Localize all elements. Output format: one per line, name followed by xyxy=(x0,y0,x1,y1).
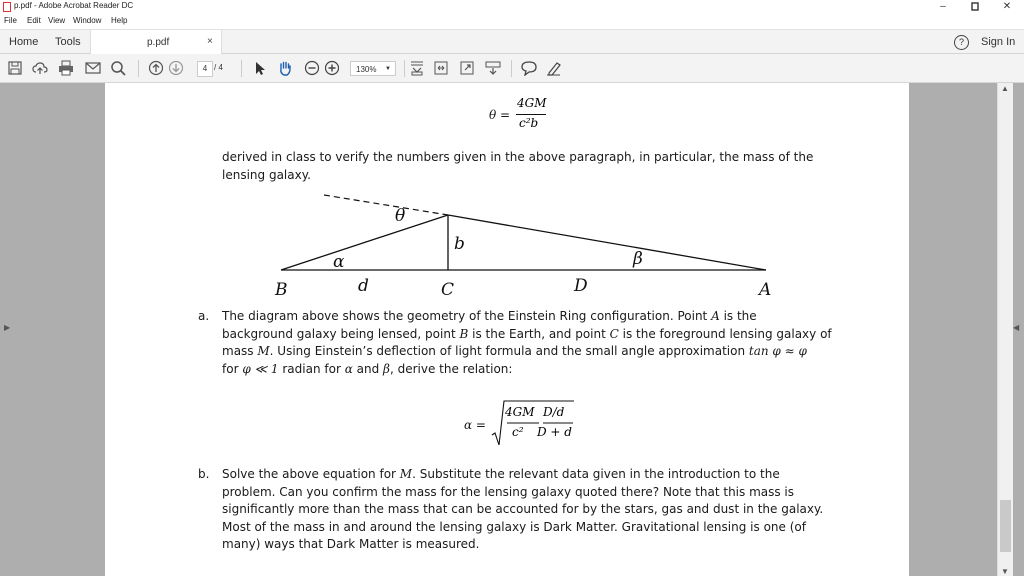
item-b-line-5: many) ways that Dark Matter is measured. xyxy=(222,537,480,551)
item-b-line-4: Most of the mass in and around the lensing galaxy is Dark Matter. Gravitational lensing is one (of xyxy=(222,519,806,534)
item-a-line-4: for φ ≪ 1 radian for α and β, derive the relation: xyxy=(222,361,513,376)
deflection-extension-line xyxy=(324,195,448,215)
acrobat-icon xyxy=(3,2,11,12)
item-b-marker: b. xyxy=(198,467,210,481)
menu-window[interactable]: Window xyxy=(73,16,102,25)
menu-bar xyxy=(0,14,1024,29)
item-a-line-1: The diagram above shows the geometry of the Einstein Ring configuration. Point A is the xyxy=(222,309,757,323)
home-tab[interactable]: Home xyxy=(9,36,39,48)
print-icon[interactable] xyxy=(58,60,74,76)
save-icon[interactable] xyxy=(7,60,23,76)
close-window-button[interactable]: ✕ xyxy=(1002,1,1012,12)
help-icon[interactable]: ? xyxy=(954,35,969,50)
item-a-line-2: background galaxy being lensed, point B is the Earth, and point C is the foreground lensing galaxy of xyxy=(222,326,832,341)
scroll-up-icon[interactable]: ▲ xyxy=(1001,84,1009,93)
select-cursor-icon[interactable] xyxy=(252,60,268,76)
item-b-line-2: problem. Can you confirm the mass for the lensing galaxy quoted there? Note that this mass is xyxy=(222,484,795,499)
previous-page-icon[interactable] xyxy=(148,60,164,76)
label-d: d xyxy=(358,276,369,296)
paragraph-line-1: derived in class to verify the numbers given in the above paragraph, in particular, the mass of the xyxy=(222,150,814,164)
vertical-scrollbar[interactable] xyxy=(997,83,1013,576)
tools-tab[interactable]: Tools xyxy=(55,36,81,48)
label-alpha: α xyxy=(333,252,345,272)
pdf-page xyxy=(105,83,909,576)
alpha-formula-den1: c² xyxy=(512,425,524,439)
label-A: A xyxy=(759,280,772,300)
scroll-down-icon[interactable]: ▼ xyxy=(1001,567,1009,576)
toolbar xyxy=(0,54,1024,83)
item-a-marker: a. xyxy=(198,309,210,323)
right-panel-toggle-icon[interactable]: ◀ xyxy=(1013,323,1020,332)
theta-formula-numerator: 4GM xyxy=(517,96,547,110)
scrollbar-thumb[interactable] xyxy=(1000,500,1011,552)
close-tab-icon[interactable]: × xyxy=(207,36,213,47)
page-fit-icon[interactable] xyxy=(409,60,425,76)
alpha-formula-lhs: α = xyxy=(464,418,486,432)
window-title: p.pdf - Adobe Acrobat Reader DC xyxy=(14,1,134,10)
title-bar xyxy=(0,0,1024,14)
alpha-formula-num1: 4GM xyxy=(505,405,535,419)
menu-help[interactable]: Help xyxy=(111,16,128,25)
menu-view[interactable]: View xyxy=(48,16,66,25)
comment-icon[interactable] xyxy=(521,60,537,76)
label-D: D xyxy=(574,276,588,296)
label-beta: β xyxy=(633,249,643,269)
item-a-line-3: mass M. Using Einstein’s deflection of light formula and the small angle approximation tan φ ≈ φ xyxy=(222,344,807,358)
label-B: B xyxy=(275,280,288,300)
line-deflection-to-A xyxy=(448,215,766,270)
maximize-button[interactable] xyxy=(960,0,990,14)
alpha-formula-den2: D + d xyxy=(537,425,572,439)
page-number-input[interactable]: 4 xyxy=(197,61,213,77)
email-icon[interactable] xyxy=(85,60,101,76)
label-theta: θ xyxy=(395,206,406,226)
item-b-line-3: significantly more than the mass that can be accounted for by the stars, gas and dust in the galaxy. xyxy=(222,502,824,516)
label-C: C xyxy=(441,280,455,300)
label-b: b xyxy=(454,234,465,254)
tab-bar xyxy=(0,29,1024,54)
search-icon[interactable] xyxy=(110,60,126,76)
page-total: / 4 xyxy=(214,63,223,72)
minimize-button[interactable]: – xyxy=(940,1,946,12)
alpha-formula-num2: D/d xyxy=(543,405,565,419)
zoom-level-value: 130% xyxy=(356,65,377,74)
hand-tool-icon[interactable] xyxy=(277,60,293,76)
upload-cloud-icon[interactable] xyxy=(32,60,48,76)
document-viewer xyxy=(0,83,1024,576)
paragraph-line-2: lensing galaxy. xyxy=(222,168,311,182)
full-screen-icon[interactable] xyxy=(459,60,475,76)
line-B-to-deflection xyxy=(281,215,448,270)
fit-width-icon[interactable] xyxy=(433,60,449,76)
zoom-out-icon[interactable] xyxy=(304,60,320,76)
scroll-mode-icon[interactable] xyxy=(485,60,501,76)
next-page-icon[interactable] xyxy=(168,60,184,76)
menu-file[interactable]: File xyxy=(4,16,17,25)
theta-formula-lhs: θ = xyxy=(489,108,511,122)
zoom-in-icon[interactable] xyxy=(324,60,340,76)
document-tab[interactable] xyxy=(90,30,222,54)
item-b-text xyxy=(222,466,902,554)
chevron-down-icon: ▼ xyxy=(385,66,391,72)
item-b-line-1: Solve the above equation for M. Substitute the relevant data given in the introduction to the xyxy=(222,467,780,481)
menu-edit[interactable]: Edit xyxy=(27,16,41,25)
item-a-text xyxy=(222,308,902,378)
zoom-level-select[interactable] xyxy=(350,61,396,76)
left-panel-toggle-icon[interactable]: ▶ xyxy=(4,323,11,332)
highlight-pen-icon[interactable] xyxy=(546,60,562,76)
sign-in-link[interactable]: Sign In xyxy=(981,36,1016,48)
document-tab-label: p.pdf xyxy=(147,37,170,48)
theta-formula-denominator: c²b xyxy=(519,116,539,130)
